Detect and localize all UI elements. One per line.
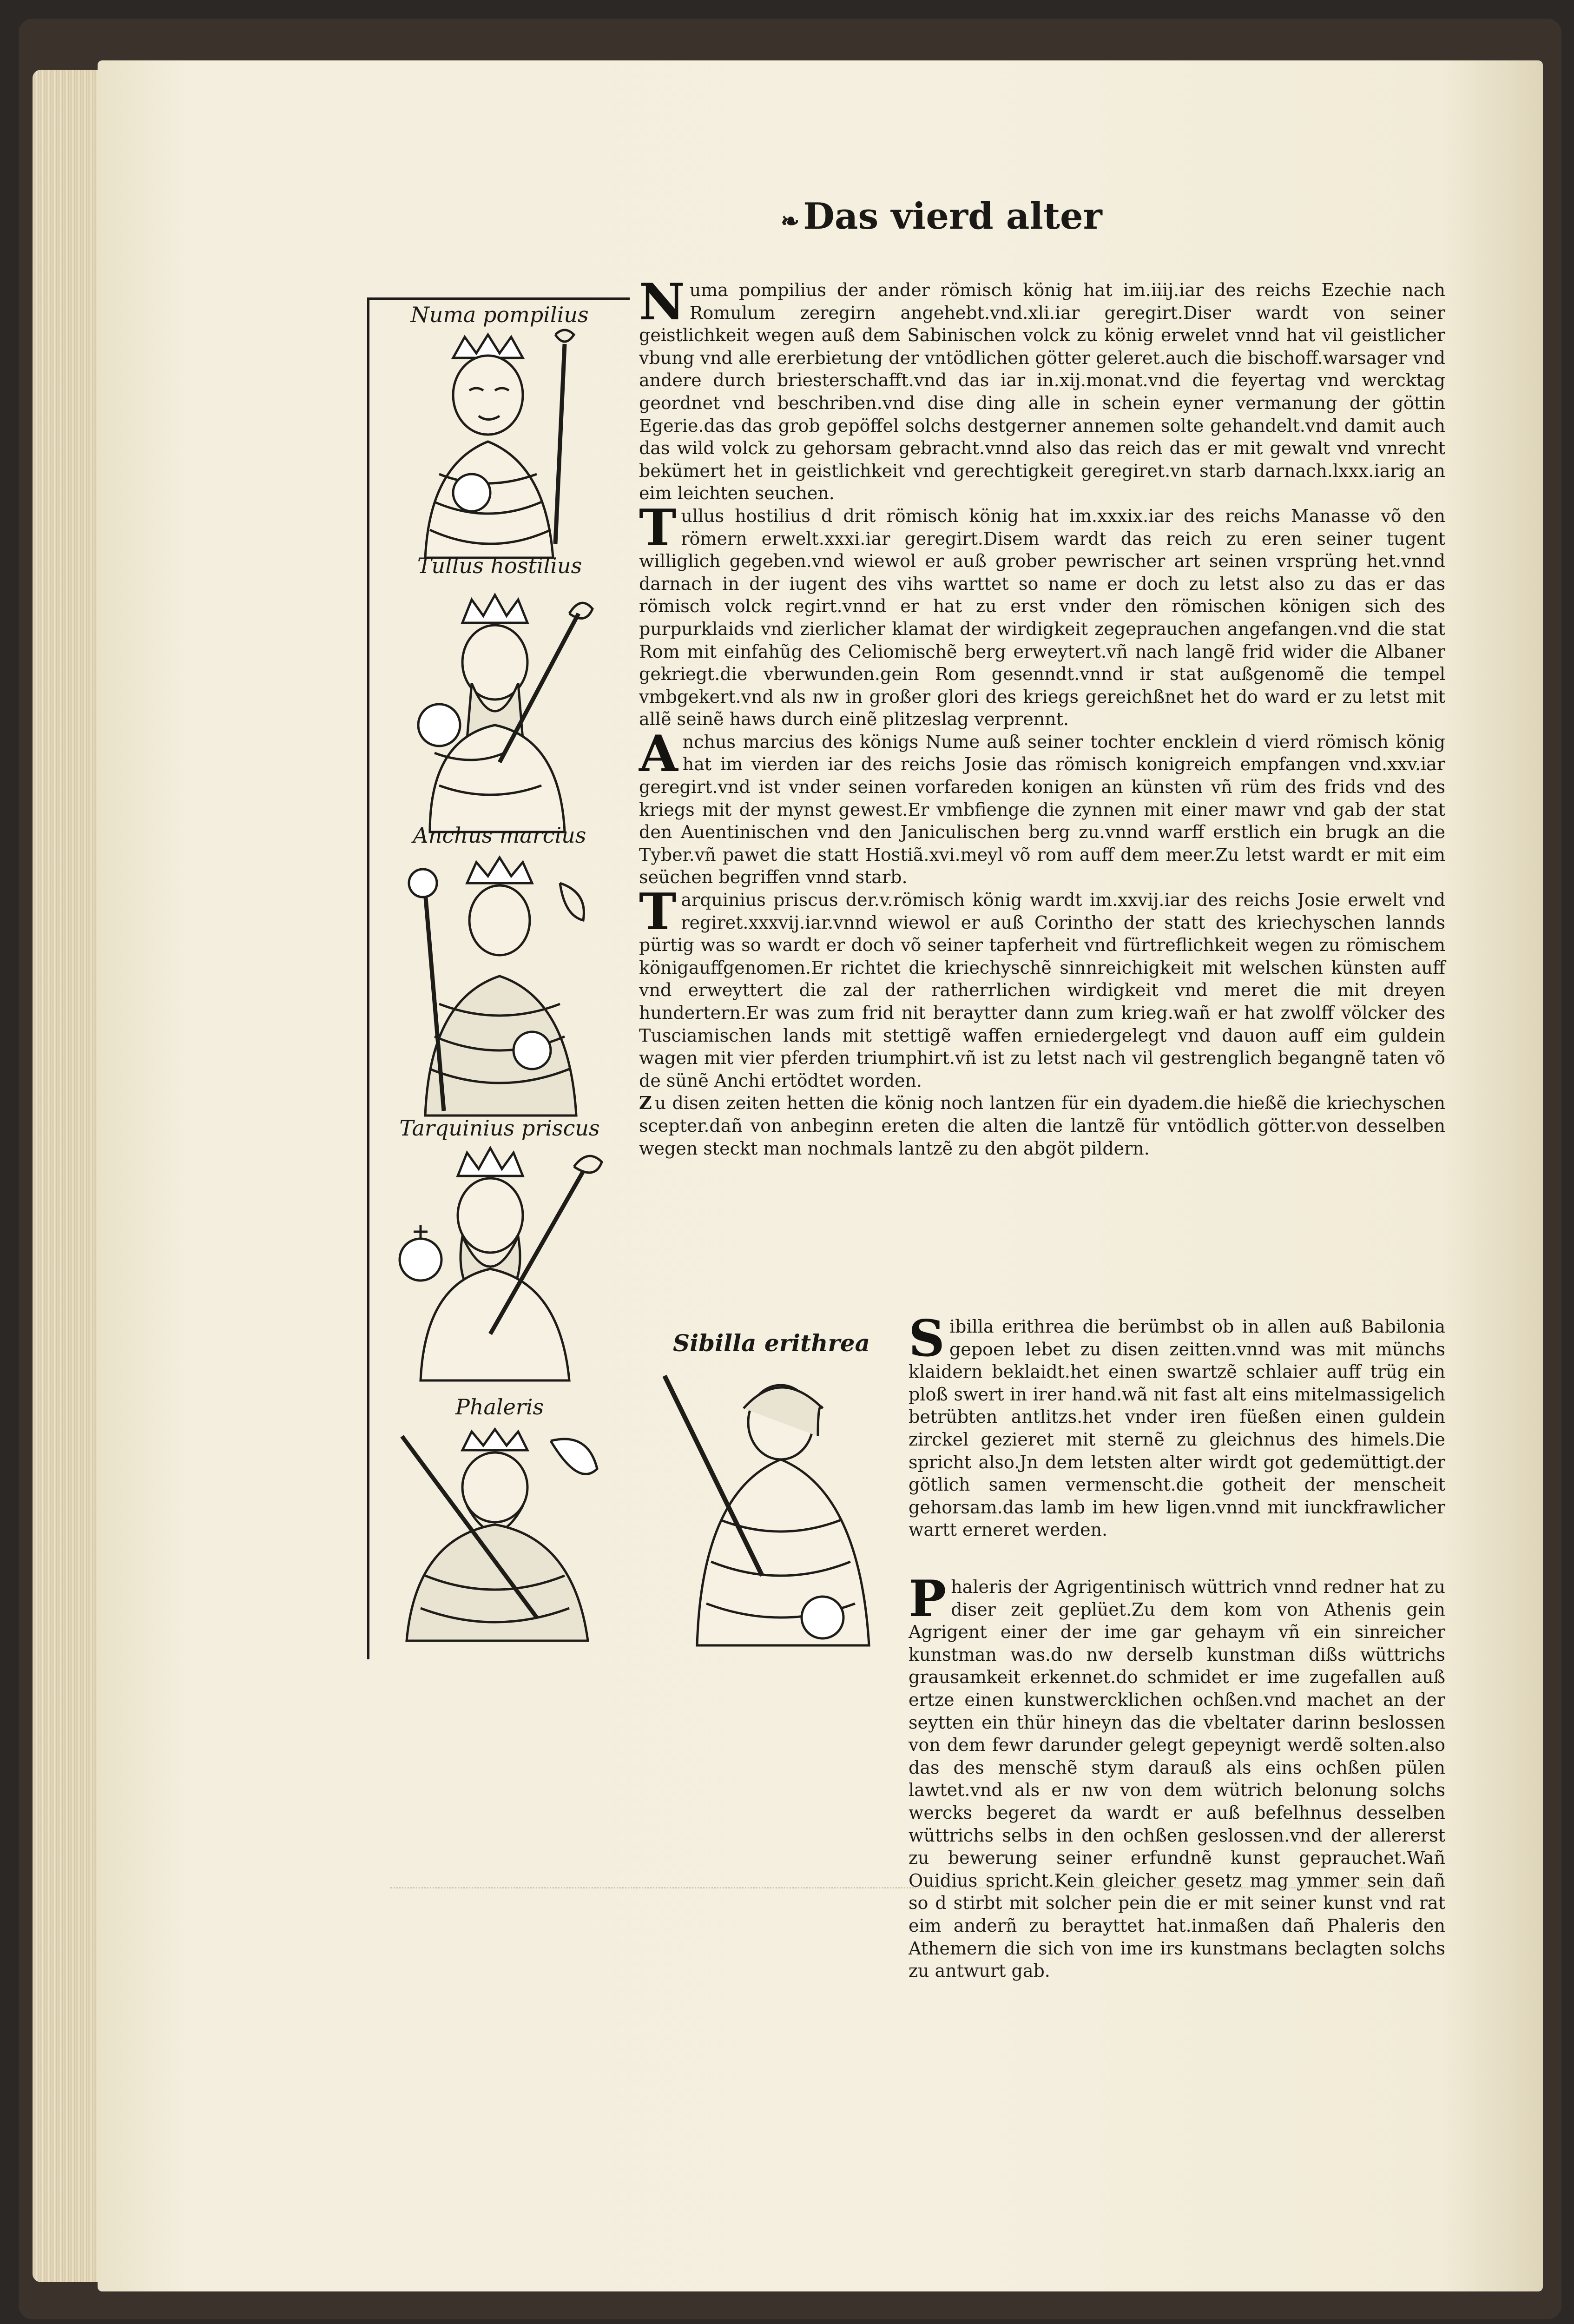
drop-initial: T — [639, 498, 677, 557]
portrait-caption-tarquinius: Tarquinius priscus — [399, 1116, 600, 1141]
drop-initial: S — [909, 1309, 945, 1368]
running-title: ❧ Das vierd alter — [781, 195, 1102, 238]
phaleris-text-block — [909, 1570, 1445, 2096]
portrait-phaleris — [383, 1422, 620, 1645]
drop-initial: T — [639, 883, 677, 942]
paragraph-anchus: Anchus marcius des königs Nume auß seiner tochter encklein d vierd römisch könig hat im vierden iar des reichs Josie das römisch konigreich empfangen vnd.xxv.iar geregirt.vnd ist vnder seinen vorfareden konigen an künsten vñ rüm des frids vnd des kriegs mit der mynst gewest.Er vmbfienge die zynnen mit einer mawr vnd gab der stat den Auentinischen vnd den Janiculischen berg zu.vnnd warff erstlich ein brugk an die Tyber.vñ pawet die statt Hostiã.xvi.meyl võ rom auff dem meer.Zu letst wardt er mit eim seüchen begriffen vnnd starb. — [639, 724, 1445, 888]
fleuron-icon: ❧ — [781, 208, 800, 234]
portrait-caption-tullus: Tullus hostilius — [417, 553, 582, 578]
paragraph-numa: Numa pompilius der ander römisch könig hat im.iiij.iar des reichs Ezechie nach Romulum zeregirn angehebt.vnd.xli.iar geregirt.Diser wardt von seiner geistlichkeit wegen auß dem Sabinischen volck zu könig erwelet vnnd hat vil geistlicher vbung vnd alle ererbietung der vntödlichen götter geleret.auch die bischoff.warsager vnd andere durch briesterschafft.vnd das iar in.xij.monat.vnd die feyertag vnd wercktag geordnet vnd beschriben.vnd dise ding alle in schein eyner vermanung der göttin Egerie.das das grob gepöffel solchs destgerner annemen solte gehandelt.vnd damit auch das wild volck zu gehorsam gebracht.vnnd also das reich das er mit gewalt vnd vnrecht bekümert het in geistlichkeit vnd gerechtigkeit geregiret.vn starb darnach.lxxx.iarig an eim leichten seuchen. — [639, 273, 1445, 504]
sibyl-caption: Sibilla erithrea — [673, 1329, 870, 1357]
portrait-numa — [383, 325, 620, 576]
drop-initial: P — [909, 1570, 947, 1628]
sibyl-text-block — [909, 1309, 1445, 1576]
initial: Z — [639, 1092, 652, 1114]
portrait-caption-numa: Numa pompilius — [410, 302, 589, 327]
portrait-anchus — [383, 851, 620, 1125]
sibyl-figure — [651, 1357, 892, 1655]
column-rule — [369, 297, 630, 300]
main-text-block — [639, 273, 1445, 1292]
portrait-column — [367, 297, 630, 1659]
portrait-tullus — [383, 586, 620, 846]
paragraph-lances: Z u disen zeiten hetten die könig noch lantzen für ein dyadem.die hießẽ die kriechyschen scepter.dañ von anbeginn ereten die alten die lantzẽ für vntödlich götter.von desselben wegen steckt man nochmals lantzẽ zu den abgöt pildern. — [639, 1092, 1445, 1159]
drop-initial: N — [639, 273, 685, 331]
paragraph-sibilla: Sibilla erithrea die berümbst ob in allen auß Babilonia gepoen lebet zu disen zeitten.vnnd was mit münchs klaidern beklaidt.het einen swartzẽ schlaier auff trüg ein ploß swert in irer hand.wã nit fast alt eins mitelmassigelich betrübten antlitzs.het vnder iren füeßen einen guldein zirckel gezieret mit sternẽ zu gleichnus des himels.Die spricht also.Jn dem letsten alter wirdt got gedemüttigt.der götlich samen vermenscht.die gotheit der menscheit gehorsam.das lamb im hew ligen.vnnd mit iunckfrawlicher wartt erneret werden. — [909, 1309, 1445, 1540]
portrait-tarquinius — [383, 1139, 620, 1390]
paragraph-tarquinius: Tarquinius priscus der.v.römisch könig wardt im.xxvij.iar des reichs Josie erwelt vnd regiret.xxxvij.iar.vnnd wiewol er auß Corintho der statt des kriechyschen lannds pürtig was so wardt er doch võ seiner tapferheit vnd fürtreflichkeit wegen zu römischem königauffgenomen.Er richtet die kriechyschẽ sinnreichigkeit mit welschen künsten auff vnd erweyttert die zal der ratherrlichen wirdigkeit vnd meret die mit dreyen hundertern.Er was zum frid nit beraytter dann zum krieg.wañ er hat zwolff völcker des Tusciamischen lands mit stettigẽ waffen erniedergelegt vnd dauon auff eim guldein wagen mit vier pferden triumphirt.vñ ist zu letst nach vil gestrenglich begangnẽ taten võ de sünẽ Anchi ertödtet worden. — [639, 883, 1445, 1091]
portrait-caption-phaleris: Phaleris — [455, 1394, 544, 1419]
bottom-rule — [390, 1887, 1441, 1890]
drop-initial: A — [639, 724, 678, 783]
portrait-caption-anchus: Anchus marcius — [413, 823, 586, 848]
paragraph-phaleris: Phaleris der Agrigentinisch wüttrich vnnd redner hat zu diser zeit geplüet.Zu dem kom von Athenis gein Agrigent einer der ime gar gehaym vñ ein sinreicher kunstman was.do nw derselb kunstman dißs wüttrichs grausamkeit erkennet.do schmidet er ime zugefallen auß ertze einen kunstwercklichen ochßen.vnd machet an der seytten ein thür hineyn das die vbeltater darinn beslossen von dem fewr darunder gelegt gepeynigt werdẽ solten.also das des menschẽ stym darauß als eins ochßen pülen lawtet.vnd als er nw von dem wütrich belonung solchs wercks begeret da wardt er auß befelhnus desselben wüttrichs selbs in den ochßen geslossen.vnd der allererst zu bewerung seiner erfundnẽ kunst geprauchet.Wañ Ouidius spricht.Kein gleicher gesetz mag ymmer sein dañ so d stirbt mit solcher pein die er mit seiner kunst vnd rat eim anderñ zu berayttet hat.inmaßen dañ Phaleris den Athemern die sich von ime irs kunstmans beclagten solchs zu antwurt gab. — [909, 1570, 1445, 1981]
sibyl-woodcut — [651, 1329, 892, 1655]
paragraph-tullus: Tullus hostilius d drit römisch könig hat im.xxxix.iar des reichs Manasse võ den römern erwelt.xxxi.iar geregirt.Disem wardt das reich zu eren seiner tugent williglich gegeben.vnd wiewol er auß grober pewrischer art seinen vrsprüng het.vnnd darnach in der iugent des vihs warttet so name er doch zu letst also zu das er das römisch volck regirt.vnnd er hat zu erst vnder den römischen königen sich des purpurklaids vnd zierlicher klamat der wirdigkeit zegeprauchen angefangen.vnd die stat Rom mit einfahũg des Celiomischẽ berg erweytert.vñ nach langẽ frid wider die Albaner gekriegt.die vberwunden.gein Rom gesenndt.vnnd ir stat außgenomẽ die tempel vmbgekert.vnd als nw in großer glori des kriegs gereichßnet het do ward er zu letst mit allẽ seinẽ haws durch einẽ plitzeslag verprennt. — [639, 498, 1445, 730]
